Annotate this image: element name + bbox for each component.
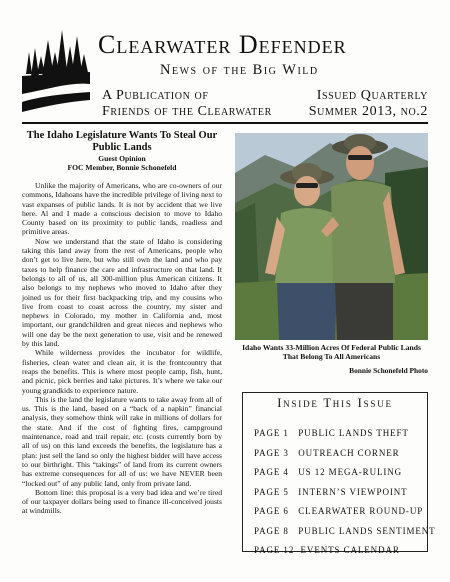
toc-list <box>254 428 436 565</box>
spacer <box>22 172 222 181</box>
article-paragraph: Bottom line: this proposal is a very bad idea and we’re tired of our taxpayer dollars being used to finance ill-conceived jousts at windmills. <box>22 487 222 516</box>
article-headline: The Idaho Legislature Wants To Steal Our Public Lands <box>26 130 218 153</box>
photo-credit: Bonnie Schonefeld Photo <box>349 366 428 375</box>
article-paragraph: Now we understand that the state of Idaho is considering taking this land away from the rest of Americans, people who don’t get to live here, but who still own the land and who pay taxes to help finance the care and infrastructure on that land. It belongs to all of us, all 300-million plus American citizens. It also belongs to my nephews who moved to Idaho after they joined us for their first backpacking trip, and my cousins who live from coast to coast across the country, my sister and nephews in Colorado, my mother in California and, most important, our grandchildren and great nieces and nephews who will one day be the next generation to use, visit and be renewed by this land. <box>22 236 222 349</box>
article-paragraph: While wilderness provides the incubator for wildlife, fisheries, clean water and clean air, it is the frontcountry that reaps the benefits. This is where most people camp, fish, hunt, and picnic, pick berries and take pictures. It’s where we take our young grandkids to experience nature. <box>22 348 222 395</box>
toc-item: PAGE 1 PUBLIC LANDS THEFT <box>254 428 409 438</box>
publisher-line-1: A Publication of <box>102 88 209 103</box>
lead-article <box>22 130 222 516</box>
issue-number: Summer 2013, no.2 <box>308 104 428 119</box>
toc-item: PAGE 4 US 12 MEGA-RULING <box>254 467 403 477</box>
article-kicker: Guest Opinion <box>98 154 146 163</box>
toc-item: PAGE 12 EVENTS CALENDAR <box>254 545 400 555</box>
toc-item: PAGE 3 OUTREACH CORNER <box>254 447 400 458</box>
toc-item: PAGE 5 INTERN’S VIEWPOINT <box>254 486 408 497</box>
forest-river-logo-icon <box>22 22 90 114</box>
article-byline: FOC Member, Bonnie Schonefeld <box>67 163 177 172</box>
photo-caption: Idaho Wants 33-Million Acres Of Federal Public Lands That Belong To All Americans <box>242 343 421 362</box>
toc-heading: Inside This Issue <box>277 396 393 410</box>
toc-item: PAGE 6 CLEARWATER ROUND-UP <box>254 506 424 516</box>
article-paragraph: This is the land the legislature wants to take away from all of us. This is the land, based on a “back of a napkin” financial analysis, they somehow think will rake in millions of dollars for the state. And if the cost of fighting fires, campground maintenance, road and trail repair, etc. (costs currently born by all of us) on this land exceeds the benefits, the legislature has a plan: just sell the land so only the highest bidder will have access to our birthright. This “takings” of land from its current owners has extreme consequences for all of us: we have NEVER been “locked out” of any public land, only from private land. <box>22 394 222 488</box>
hikers-photo <box>235 133 428 340</box>
masthead-divider <box>22 122 428 124</box>
masthead-title: Clearwater Defender <box>98 30 347 59</box>
article-paragraph: Unlike the majority of Americans, who are co-owners of our commons, Idahoans have the incredible privilege of living next to vast expanses of public lands. It is not by accident that we live here. Al and I made a conscious decision to move to Idaho County based on its proximity to public lands, roadless and primitive areas. <box>22 181 222 237</box>
masthead-subtitle: News of the Big Wild <box>160 62 319 78</box>
toc-item: PAGE 8 PUBLIC LANDS SENTIMENT <box>254 525 436 536</box>
issue-frequency: Issued Quarterly <box>316 88 428 103</box>
publisher-line-2: Friends of the Clearwater <box>102 104 272 119</box>
